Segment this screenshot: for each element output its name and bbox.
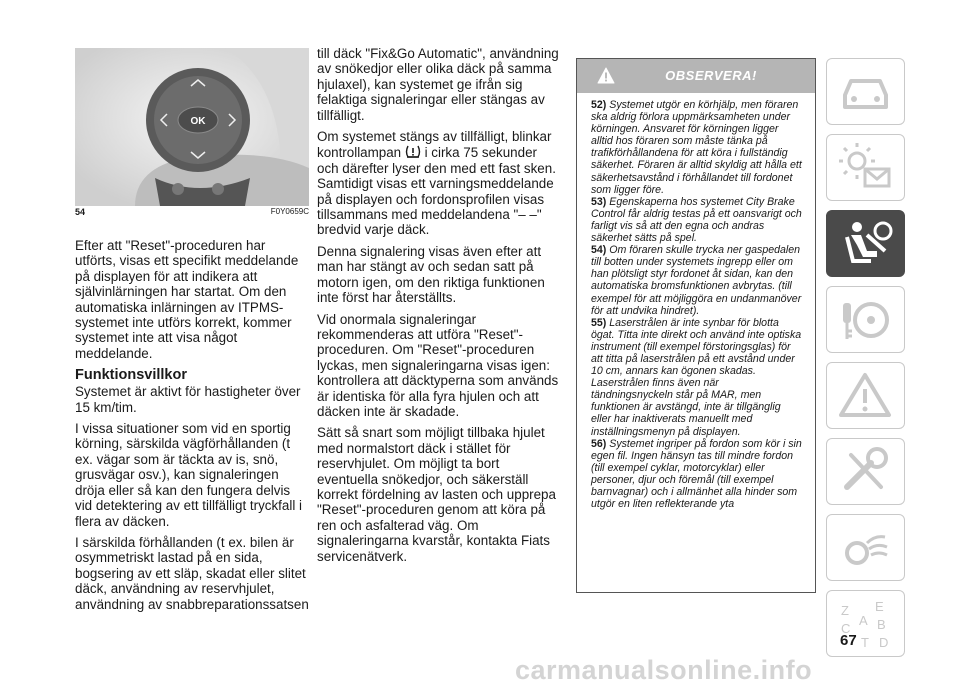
car-dashboard-icon [837,65,894,118]
key-steering-wheel-icon [837,293,894,346]
index-letter: C [841,621,851,636]
note-item-number: 53) [591,195,607,208]
column-2-text [317,46,561,570]
sun-envelope-icon [837,141,894,194]
paragraph: till däck "Fix&Go Automatic", användning av snökedjor eller olika däck på samma hjulaxel), kan systemet ge ifrån sig felaktiga signaleringar eller stängas av tillfälligt. [317,46,559,123]
tab-maintenance[interactable] [826,438,905,505]
tab-safety[interactable] [826,210,905,277]
note-item-text: Systemet ingriper på fordon som kör i sin egen fil. Ingen hänsyn tas till mindre fordon (till exempel cyklar, motorcyklar) eller personer, djur och föremål (till exempel barnvagnar) och i allmänhet alla hinder som utgör en liten reflekterande yta [591,437,802,511]
paragraph: Sätt så snart som möjligt tillbaka hjulet med normalstort däck i stället för reservhjulet. Om möjligt ta bort eventuella snökedjor, och säkerställ korrekt fördelning av lasten och upprepa "Reset"-proceduren genom att köra på ren och asfalterad väg. Om signaleringarna kvarstår, kontakta Fiats servicenätverk. [317,425,556,564]
note-item-text: Laserstrålen är inte synbar för blotta ögat. Titta inte direkt och använd inte optiska instrument (till exempel förstoringsglas) för att titta på laserstrålen på ett avstånd under 10 cm, annars kan ögonen skadas. Laserstrålen finns även när tändningsnyckeln står på MAR, men funktionen är avstängd, inte är tillgänglig eller har inaktiverats manuellt med inställningsmenyn på displayen. [591,316,802,438]
ok-button-label: OK [190,116,206,127]
paragraph-part: Om systemet stängs av tillfälligt, blinkar kontrollampan [317,129,552,161]
note-header [577,59,815,93]
paragraph: Denna signalering visas även efter att man har stängt av och sedan satt på motorn igen, om den riktiga funktionen inte först har återställts. [317,243,545,306]
index-letter: E [875,599,884,614]
note-item-number: 52) [591,99,607,111]
tab-emergency[interactable] [826,362,905,429]
column-1-text [75,238,309,618]
section-heading: Funktionsvillkor [75,367,187,384]
note-title: OBSERVERA! [665,68,757,83]
figure-caption [75,207,309,217]
warning-triangle-icon [837,369,894,422]
note-item-number: 55) [591,316,607,329]
index-letter: Z [841,603,849,618]
paragraph: Vid onormala signaleringar rekommenderas att utföra "Reset"-proceduren. Om "Reset"-proceduren lyckas, men signaleringarna visas igen: kontrollera att däcktyperna som används är identiska för alla fyra hjulen och att däcken inte är skadade. [317,311,559,419]
tab-starting-driving[interactable] [826,286,905,353]
figure-number: 54 [75,207,86,217]
paragraph-with-icon [317,129,561,238]
note-body [577,93,815,510]
paragraph-part: i cirka 75 sekunder och därefter lyser den med ett fast sken. Samtidigt visas ett varningsmeddelande på displayen och fordonsprofilen visas tillsammans med meddelandena "– –" bredvid varje däck. [317,145,556,238]
multimedia-icon [837,521,894,574]
index-letter: B [877,617,886,632]
airbag-seat-icon [837,217,894,270]
note-item [591,438,803,511]
tire-pressure-warning-icon [405,144,421,159]
note-item [591,99,803,196]
note-item [591,244,803,317]
note-item-text: Om föraren skulle trycka ner gaspedalen till botten under systemets ingrepp eller om han plötsligt styr fordonet åt sidan, kan den automatiska bromsfunktionen avbrytas. (till exempel för att möjliggöra en undanmanöver för att undvika hindret). [591,244,802,317]
paragraph: Efter att "Reset"-proceduren har utförts, visas ett specifikt meddelande på displayen för att indikera att självinlärningen har startat. Om den automatiska inlärningen av ITPMS-systemet inte utförs korrekt, kommer systemet inte att visa något meddelande. [75,238,299,361]
note-item-number: 56) [591,437,607,450]
paragraph: Systemet är aktivt för hastigheter över 15 km/tim. [75,384,301,415]
tab-dashboard[interactable] [826,58,905,125]
note-item-number: 54) [591,244,607,257]
steering-wheel-illustration [75,48,309,206]
index-letter: D [879,635,889,650]
paragraph: I särskilda förhållanden (t ex. bilen är osymmetriskt lastad på en sida, bogsering av ett släp, skadat eller slitet däck, användning av reservhjulet, användning av snabbreparationssatsen [75,534,309,612]
watermark: carmanualsonline.info [515,655,813,685]
page-number: 67 [840,632,857,649]
service-tools-icon [837,445,894,498]
figure-code: F0Y0659C [270,207,309,216]
note-item [591,317,803,438]
steering-wheel-controls-figure [75,48,309,206]
index-letter: A [859,613,868,628]
note-item-text: Egenskaperna hos systemet City Brake Control får aldrig testas på ett oansvarigt och farligt vis så att den egna och andras säkerhet sätts på spel. [591,195,802,245]
index-letter: T [861,635,869,650]
note-item-text: Systemet utgör en körhjälp, men föraren ska aldrig förlora uppmärksamheten under körningen. Ansvaret för körningen ligger alltid hos föraren som måste tänka på trafikförhållandena för att köra i fullständig säkerhet. Föraren är alltid skyldig att hålla ett säkerhetsavstånd i förhållandet till fordonet som ligger före. [591,99,802,196]
warning-note-box [576,58,816,593]
note-item [591,196,803,244]
tab-index[interactable] [826,590,905,657]
paragraph: I vissa situationer som vid en sportig körning, särskilda vägförhållanden (t ex. vägar som är täckta av is, snö, grusvägar osv.), kan signaleringen dröja eller så kan den fungera delvis vid detektering av ett tillfälligt tryckfall i flera av däcken. [75,421,302,529]
chapter-tabs-sidebar [826,58,906,666]
tab-lights-messages[interactable] [826,134,905,201]
tab-multimedia[interactable] [826,514,905,581]
